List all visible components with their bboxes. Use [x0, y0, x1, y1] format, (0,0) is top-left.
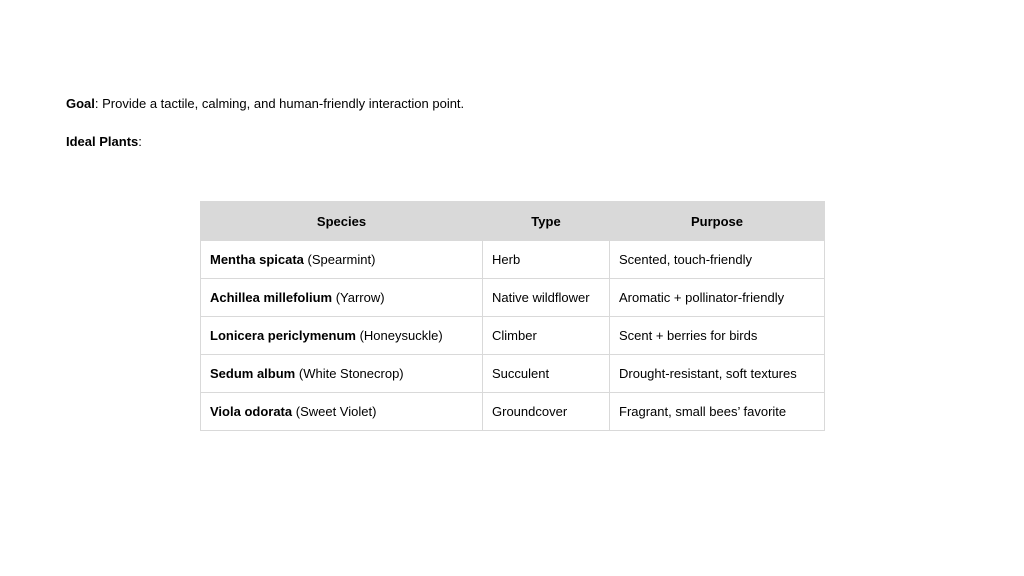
- table-row: [201, 279, 825, 317]
- table-row: [201, 393, 825, 431]
- common-name: (White Stonecrop): [295, 366, 404, 381]
- scientific-name: Viola odorata: [210, 404, 293, 419]
- type-cell: Groundcover: [483, 393, 610, 431]
- ideal-plants-label: Ideal Plants: [66, 134, 139, 149]
- common-name: (Yarrow): [332, 290, 385, 305]
- table-header-row: [201, 202, 825, 241]
- common-name: (Sweet Violet): [292, 404, 377, 419]
- purpose-cell: Drought-resistant, soft textures: [610, 355, 825, 393]
- common-name: (Honeysuckle): [355, 328, 443, 343]
- purpose-cell: Aromatic + pollinator-friendly: [610, 279, 825, 317]
- type-cell: Herb: [483, 241, 610, 279]
- scientific-name: Lonicera periclymenum: [210, 328, 356, 343]
- type-cell: Climber: [483, 317, 610, 355]
- goal-paragraph: [66, 96, 464, 112]
- purpose-cell: Scented, touch-friendly: [610, 241, 825, 279]
- scientific-name: Mentha spicata: [210, 252, 304, 267]
- header-type: Type: [483, 202, 610, 241]
- common-name: (Spearmint): [303, 252, 376, 267]
- species-cell: [201, 355, 483, 393]
- purpose-cell: Fragrant, small bees’ favorite: [610, 393, 825, 431]
- table-row: [201, 355, 825, 393]
- type-cell: Succulent: [483, 355, 610, 393]
- table-row: [201, 317, 825, 355]
- scientific-name: Sedum album: [210, 366, 296, 381]
- goal-text: : Provide a tactile, calming, and human-friendly interaction point.: [94, 96, 465, 111]
- scientific-name: Achillea millefolium: [210, 290, 333, 305]
- plants-table: [200, 201, 825, 431]
- species-cell: [201, 241, 483, 279]
- goal-label: Goal: [66, 96, 95, 111]
- ideal-plants-suffix: :: [138, 134, 142, 149]
- purpose-cell: Scent + berries for birds: [610, 317, 825, 355]
- species-cell: [201, 393, 483, 431]
- species-cell: [201, 317, 483, 355]
- ideal-plants-heading: [66, 134, 142, 150]
- table-row: [201, 241, 825, 279]
- species-cell: [201, 279, 483, 317]
- header-species: Species: [201, 202, 483, 241]
- type-cell: Native wildflower: [483, 279, 610, 317]
- header-purpose: Purpose: [610, 202, 825, 241]
